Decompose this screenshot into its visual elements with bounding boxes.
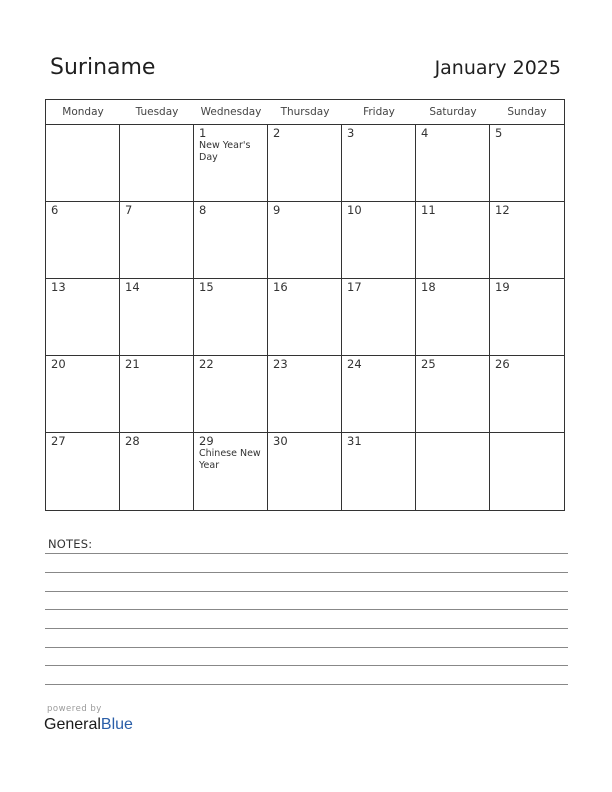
day-cell (342, 202, 416, 279)
day-number: 11 (421, 203, 436, 217)
powered-by-text: powered by (47, 704, 102, 714)
day-cell (46, 279, 120, 356)
day-number: 2 (273, 126, 281, 140)
day-cell (120, 356, 194, 433)
day-number: 23 (273, 357, 288, 371)
day-number: 14 (125, 280, 140, 294)
day-number: 15 (199, 280, 214, 294)
day-cell (416, 202, 490, 279)
day-cell (490, 356, 564, 433)
day-cell (120, 279, 194, 356)
day-number: 19 (495, 280, 510, 294)
weekday-header: Friday (363, 106, 395, 118)
note-line (45, 553, 568, 554)
day-number: 9 (273, 203, 281, 217)
day-number: 24 (347, 357, 362, 371)
day-cell (490, 125, 564, 202)
brand-part-blue: Blue (100, 716, 133, 733)
day-cell (416, 279, 490, 356)
note-line (45, 591, 568, 592)
day-cell (120, 202, 194, 279)
day-cell (194, 125, 268, 202)
weekday-header: Sunday (507, 106, 547, 118)
day-cell (46, 433, 120, 510)
day-cell (46, 356, 120, 433)
holiday-label: Chinese New Year (199, 448, 261, 471)
day-cell (194, 433, 268, 510)
day-number: 22 (199, 357, 214, 371)
day-number: 10 (347, 203, 362, 217)
day-number: 7 (125, 203, 133, 217)
day-number: 17 (347, 280, 362, 294)
day-number: 29 (199, 434, 214, 448)
weekday-header: Monday (62, 106, 104, 118)
day-number: 1 (199, 126, 207, 140)
day-cell (120, 433, 194, 510)
weekday-header: Wednesday (200, 106, 262, 118)
day-cell (46, 125, 120, 202)
day-number: 18 (421, 280, 436, 294)
day-number: 8 (199, 203, 207, 217)
day-number: 12 (495, 203, 510, 217)
note-line (45, 609, 568, 610)
calendar-grid (45, 99, 565, 511)
day-number: 28 (125, 434, 140, 448)
month-year-title: January 2025 (434, 57, 561, 79)
day-cell (342, 356, 416, 433)
day-number: 3 (347, 126, 355, 140)
country-title: Suriname (50, 55, 156, 80)
day-cell (342, 433, 416, 510)
day-number: 16 (273, 280, 288, 294)
note-line (45, 647, 568, 648)
day-cell (490, 433, 564, 510)
day-cell (416, 356, 490, 433)
day-cells (46, 125, 564, 510)
note-line (45, 665, 568, 666)
weekday-header: Saturday (429, 106, 477, 118)
day-cell (194, 356, 268, 433)
note-line (45, 572, 568, 573)
day-number: 30 (273, 434, 288, 448)
day-cell (342, 125, 416, 202)
day-cell (490, 202, 564, 279)
generalblue-logo (44, 716, 133, 734)
day-cell (194, 202, 268, 279)
day-cell (268, 279, 342, 356)
note-line (45, 684, 568, 685)
day-cell (342, 279, 416, 356)
day-cell (120, 125, 194, 202)
day-number: 6 (51, 203, 59, 217)
day-number: 21 (125, 357, 140, 371)
day-number: 31 (347, 434, 362, 448)
notes-label: NOTES: (48, 537, 93, 551)
day-number: 20 (51, 357, 66, 371)
day-cell (268, 202, 342, 279)
day-cell (46, 202, 120, 279)
day-number: 4 (421, 126, 429, 140)
day-number: 26 (495, 357, 510, 371)
day-cell (490, 279, 564, 356)
day-cell (268, 125, 342, 202)
note-line (45, 628, 568, 629)
weekday-header-row (46, 100, 564, 125)
brand-part-general: General (44, 716, 101, 733)
day-cell (268, 356, 342, 433)
weekday-header: Thursday (280, 106, 330, 118)
day-number: 5 (495, 126, 503, 140)
holiday-label: New Year's Day (199, 140, 251, 163)
day-cell (194, 279, 268, 356)
day-cell (416, 125, 490, 202)
day-number: 27 (51, 434, 66, 448)
weekday-header: Tuesday (135, 106, 179, 118)
day-number: 25 (421, 357, 436, 371)
day-cell (416, 433, 490, 510)
day-cell (268, 433, 342, 510)
day-number: 13 (51, 280, 66, 294)
